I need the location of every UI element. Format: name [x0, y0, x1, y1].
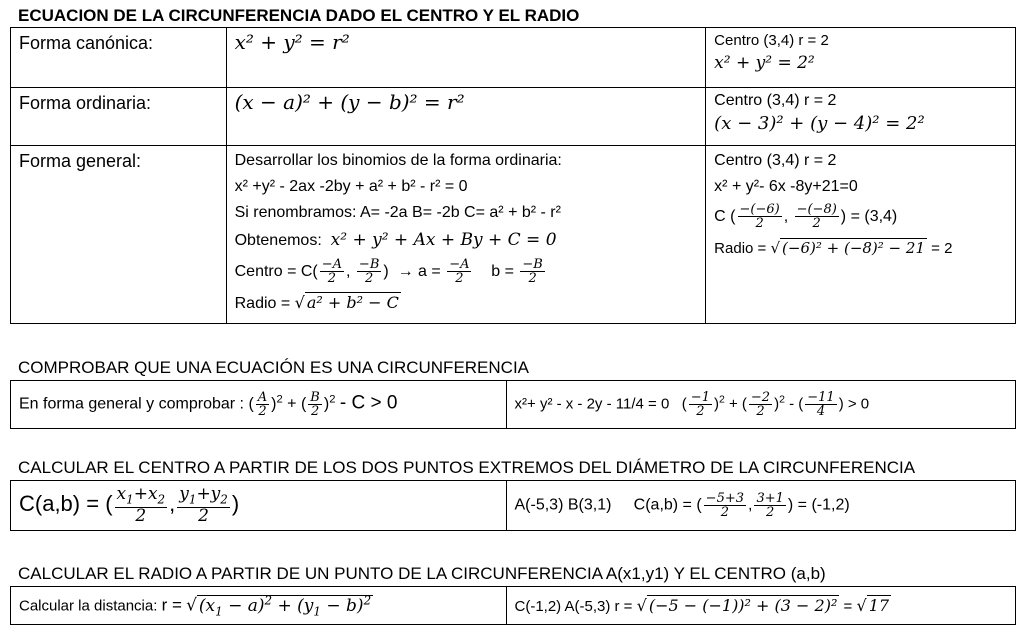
center-formula-prefix: C(a,b) = (: [19, 491, 113, 517]
radius-example-prefix: C(-1,2) A(-5,3) r =: [514, 598, 633, 615]
row-label: Forma general:: [11, 146, 227, 324]
example-cell: [706, 28, 1016, 88]
radius-line: Radio = √ a² + b² − C: [234, 293, 399, 312]
center-left-cell: C(a,b) = ( $\frac{x_1+x_2}{2}$ , $\frac{y_1+y_2}{2}$ ): [11, 481, 507, 531]
radius-table: [10, 586, 1016, 625]
a-equals: → a =: [397, 263, 441, 280]
center-right-cell: A(-5,3) B(3,1) C(a,b) = ( $\frac{-5+3}{2}$ , $\frac{3+1}{2}$ ) = (-1,2): [506, 481, 1016, 531]
obtain-label: Obtenemos:: [234, 232, 322, 249]
general-formula: x² + y² + Ax + By + C = 0: [330, 230, 557, 250]
circle-equation-table: [10, 27, 1016, 324]
section4-title: CALCULAR EL RADIO A PARTIR DE UN PUNTO DE LA CIRCUNFERENCIA A(x1,y1) Y EL CENTRO (a,b): [18, 564, 826, 583]
center-result: ) = (3,4): [840, 208, 898, 225]
table-row: [11, 146, 1016, 324]
center-example-result: ) = (-1,2): [787, 496, 850, 514]
verify-right-cell: x²+ y² - x - 2y - 11/4 = 0 ( $\frac{-1}{2}$ )$^2$ + ( $\frac{-2}{2}$ )$^2$ - ( $\frac{-11}{4}$ ) > 0: [506, 381, 1015, 429]
radius-label: Radio =: [714, 240, 767, 257]
row-label: Forma ordinaria:: [11, 88, 227, 146]
radius-result: = 2: [931, 240, 953, 257]
verify-example-result: > 0: [847, 395, 870, 413]
center-example-prefix: C(a,b) = (: [633, 496, 702, 514]
example-line: Centro (3,4) r = 2: [714, 32, 829, 49]
section1-title: ECUACION DE LA CIRCUNFERENCIA DADO EL CENTRO Y EL RADIO: [18, 6, 580, 25]
verify-left-cell: En forma general y comprobar : ( $\frac{A}{2}$ )$^2$ + ( $\frac{B}{2}$ )$^2$ - C > 0: [11, 381, 507, 429]
radius-radicand: (−6)² + (−8)² − 21: [782, 239, 925, 257]
radius-example-result: 17: [868, 596, 890, 615]
example-formula: x² + y² = 2²: [714, 53, 815, 73]
example-center-line: C ( $\frac{-(-6)}{2}$ , $\frac{-(-8)}{2}$ ) = (3,4): [714, 202, 898, 232]
example-cell: [706, 146, 1016, 324]
verify-example-equation: x²+ y² - x - 2y - 11/4 = 0: [514, 395, 670, 413]
obtain-line: [235, 226, 698, 255]
table-row: [11, 381, 1016, 429]
instruction-text: Desarrollar los binomios de la forma ordinaria:: [234, 152, 562, 169]
example-equation: x² + y²- 6x -8y+21=0: [714, 178, 858, 195]
example-line: Centro (3,4) r = 2: [714, 152, 837, 169]
radius-left-cell: Calcular la distancia: r = √ $(x_1 - a)^2 + (y_1 - b)^2$: [11, 587, 507, 625]
table-row: [11, 28, 1016, 88]
ordinary-formula: (x − a)² + (y − b)² = r²: [234, 90, 465, 114]
table-row: [11, 587, 1016, 625]
radius-prefix: Calcular la distancia:: [19, 597, 158, 615]
radius-example-radicand: (−5 − (−1))² + (3 − 2)²: [648, 596, 838, 615]
radius-label: Radio =: [234, 295, 291, 312]
center-line: Centro = C( $\frac{-A}{2}$ , $\frac{-B}{2}$ ) → a = $\frac{-A}{2}$ b = $\frac{-B}{2}$: [234, 257, 543, 287]
table-row: [11, 481, 1016, 531]
rename-text: Si renombramos: A= -2a B= -2b C= a² + b² - r²: [234, 204, 561, 221]
b-equals: b =: [491, 263, 514, 280]
formula-cell: [226, 88, 706, 146]
row-label: Forma canónica:: [11, 28, 227, 88]
example-formula: (x − 3)² + (y − 4)² = 2²: [714, 113, 925, 134]
verify-prefix: En forma general y comprobar :: [19, 395, 244, 413]
example-radius-line: Radio = √ (−6)² + (−8)² − 21 = 2: [714, 239, 953, 257]
canonical-formula: x² + y² = r²: [234, 30, 350, 54]
formula-cell: [226, 28, 706, 88]
center-prefix: C (: [714, 208, 736, 225]
radius-example-equals: =: [843, 598, 853, 615]
section3-title: CALCULAR EL CENTRO A PARTIR DE LOS DOS PUNTOS EXTREMOS DEL DIÁMETRO DE LA CIRCUNFERENCIA: [18, 458, 916, 477]
center-table: [10, 480, 1016, 531]
radius-radicand: a² + b² − C: [306, 293, 399, 312]
verify-table: [10, 380, 1016, 429]
center-example-points: A(-5,3) B(3,1): [514, 496, 612, 514]
example-cell: [706, 88, 1016, 146]
section2-title: COMPROBAR QUE UNA ECUACIÓN ES UNA CIRCUNFERENCIA: [18, 358, 530, 377]
radius-right-cell: C(-1,2) A(-5,3) r = √ (−5 − (−1))² + (3 − 2)² = √ 17: [506, 587, 1016, 625]
expanded-equation: x² +y² - 2ax -2by + a² + b² - r² = 0: [234, 178, 468, 195]
table-row: [11, 88, 1016, 146]
radius-r-label: r =: [161, 595, 182, 615]
formula-cell: [226, 146, 706, 324]
center-label: Centro = C(: [234, 263, 318, 280]
example-line: Centro (3,4) r = 2: [714, 92, 837, 109]
verify-suffix: - C > 0: [339, 392, 398, 414]
